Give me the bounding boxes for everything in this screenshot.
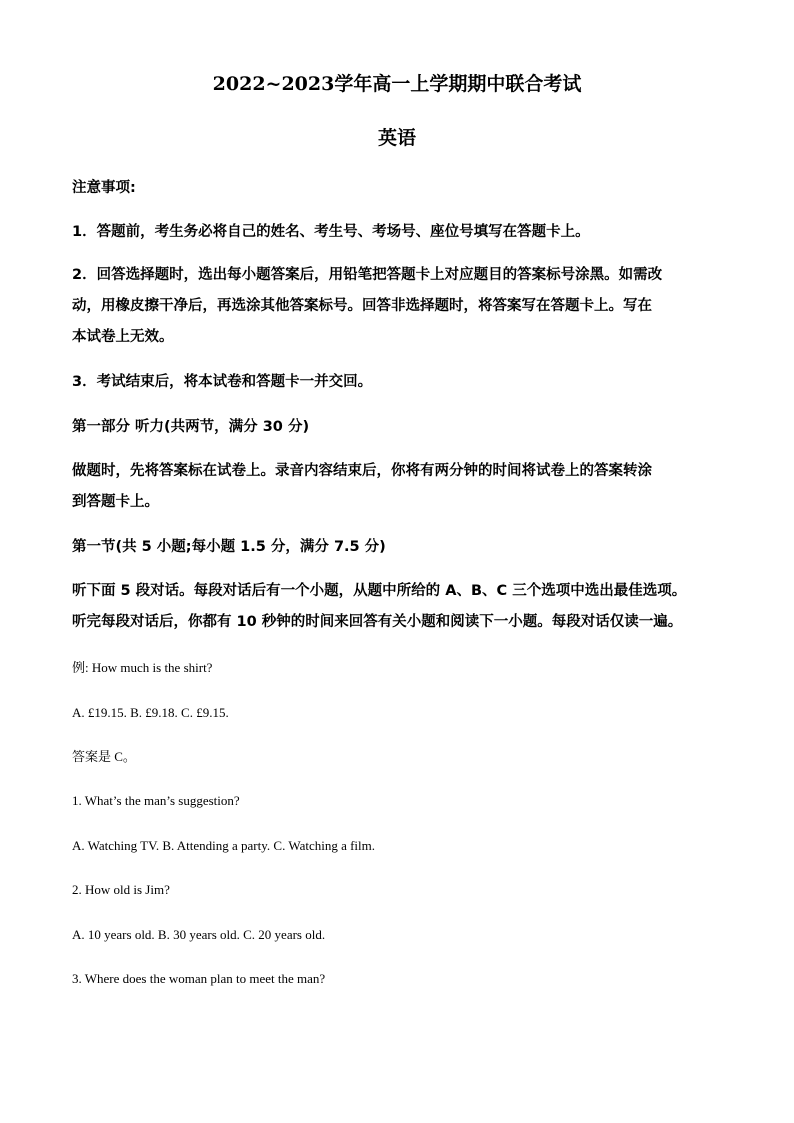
exam-title: 2022~2023学年高一上学期期中联合考试 (212, 73, 582, 95)
example-question: 例: How much is the shirt? (72, 660, 213, 675)
question-2-options: A. 10 years old. B. 30 years old. C. 20 years old. (72, 927, 326, 942)
notice-item-1: 1．答题前，考生务必将自己的姓名、考生号、考场号、座位号填写在答题卡上。 (72, 224, 590, 240)
notice-item-2-line-1: 2．回答选择题时，选出每小题答案后，用铅笔把答题卡上对应题目的答案标号涂黑。如需改 (72, 267, 663, 283)
part1-intro-line-1: 做题时，先将答案标在试卷上。录音内容结束后，你将有两分钟的时间将试卷上的答案转涂 (72, 463, 652, 479)
subject-title: 英语 (377, 127, 416, 149)
section1-instruction-line-1: 听下面 5 段对话。每段对话后有一个小题，从题中所给的 A、B、C 三个选项中选出最佳选项。 (72, 583, 687, 599)
part1-intro-line-2: 到答题卡上。 (72, 494, 159, 510)
section1-heading: 第一节(共 5 小题;每小题 1.5 分，满分 7.5 分) (72, 539, 386, 555)
notice-item-2-line-2: 动，用橡皮擦干净后，再选涂其他答案标号。回答非选择题时，将答案写在答题卡上。写在 (72, 298, 652, 314)
notice-item-2-line-3: 本试卷上无效。 (72, 329, 174, 345)
notice-heading: 注意事项: (72, 180, 136, 196)
question-2: 2. How old is Jim? (72, 882, 170, 897)
question-1-options: A. Watching TV. B. Attending a party. C. Watching a film. (72, 838, 376, 853)
example-answer: 答案是 C。 (72, 749, 136, 764)
question-3: 3. Where does the woman plan to meet the man? (72, 971, 326, 986)
example-options: A. £19.15. B. £9.18. C. £9.15. (72, 705, 229, 720)
question-1: 1. What’s the man’s suggestion? (72, 793, 240, 808)
notice-item-3: 3．考试结束后，将本试卷和答题卡一并交回。 (72, 374, 373, 390)
section1-instruction-line-2: 听完每段对话后，你都有 10 秒钟的时间来回答有关小题和阅读下一小题。每段对话仅读一遍。 (72, 614, 683, 630)
part1-heading: 第一部分 听力(共两节，满分 30 分) (72, 419, 310, 435)
